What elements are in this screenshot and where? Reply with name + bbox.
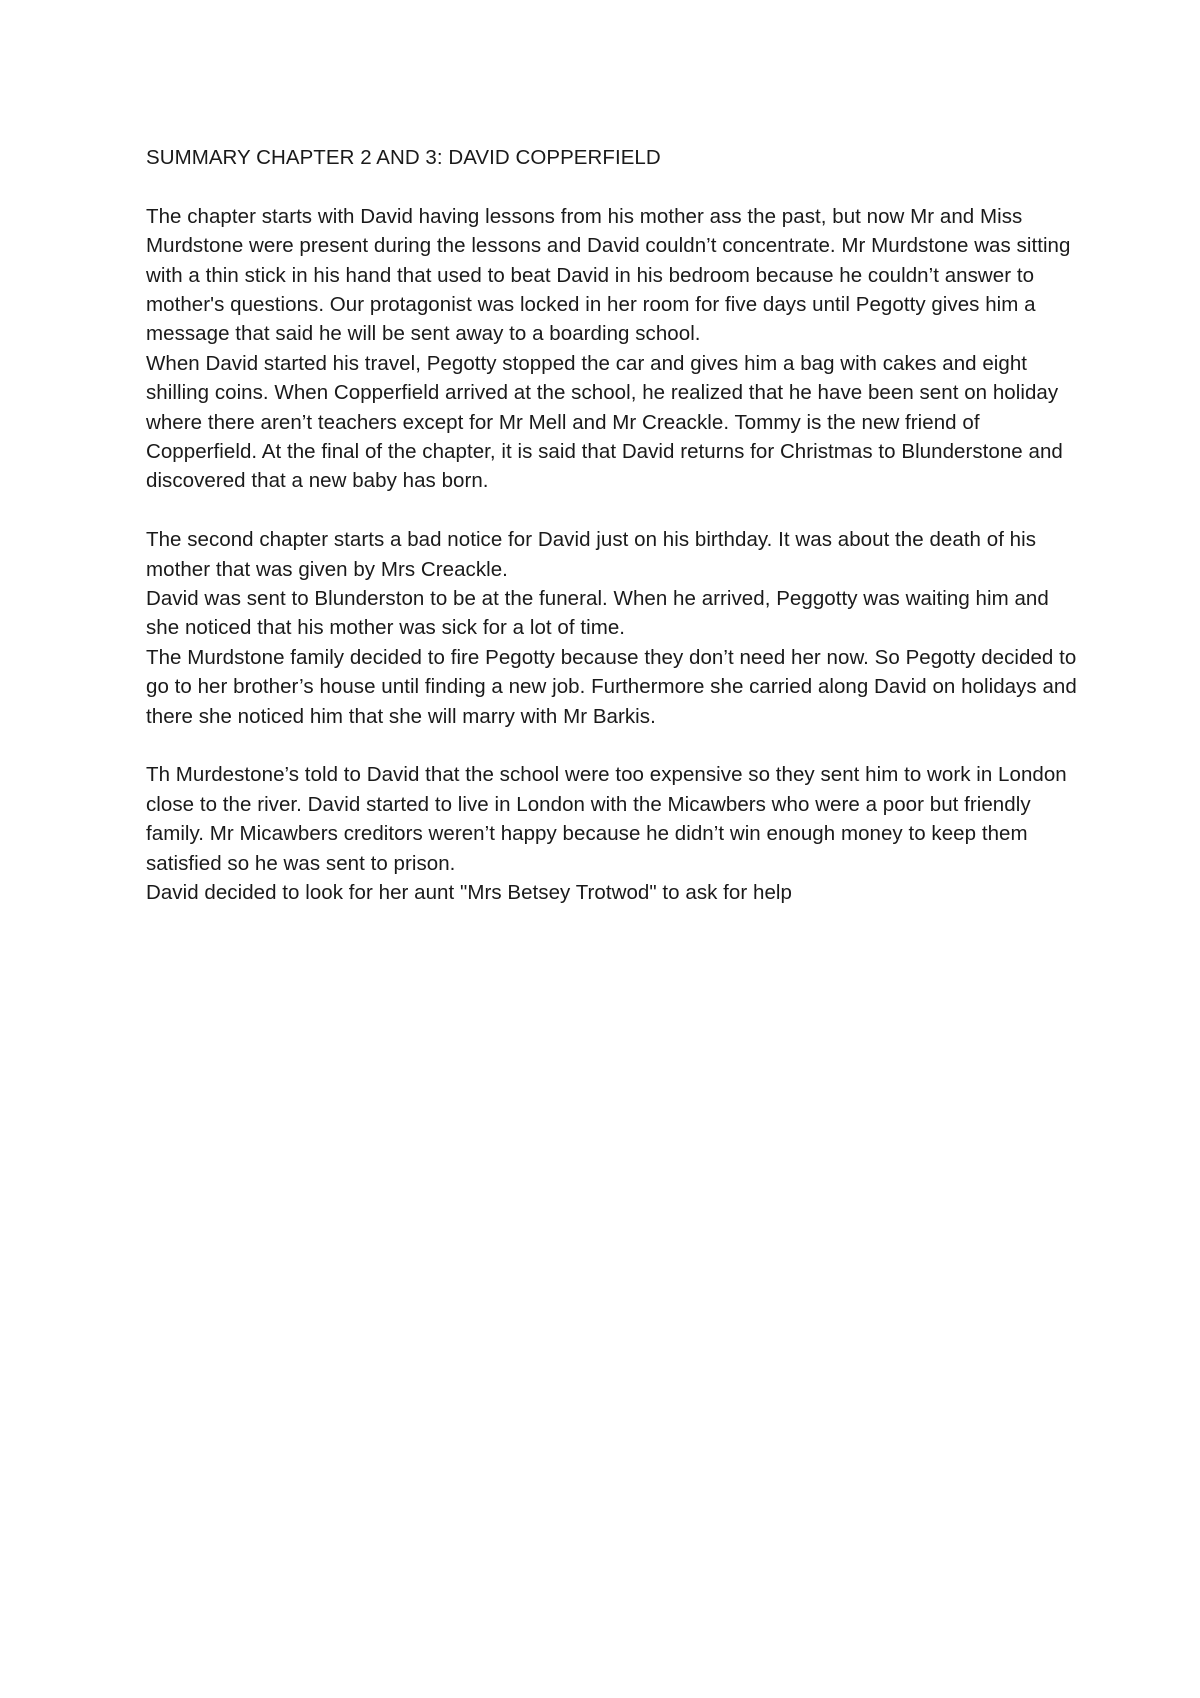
paragraph-chapter3-funeral: David was sent to Blunderston to be at the funeral. When he arrived, Peggotty was waiting him and she noticed that his mother was sick for a lot of time. bbox=[146, 587, 1049, 640]
document-title: SUMMARY CHAPTER 2 AND 3: DAVID COPPERFIELD bbox=[146, 146, 661, 169]
document-body bbox=[146, 143, 1081, 908]
paragraph-chapter3-aunt: David decided to look for her aunt "Mrs Betsey Trotwod" to ask for help bbox=[146, 881, 792, 905]
paragraph-chapter3-london: Th Murdestone’s told to David that the school were too expensive so they sent him to work in London close to the river. David started to live in London with the Micawbers who were a poor but friendly family. Mr Micawbers creditors weren’t happy because he didn’t win enough money to keep them satisfied so he was sent to prison. bbox=[146, 763, 1067, 875]
paragraph-chapter3-pegotty: The Murdstone family decided to fire Pegotty because they don’t need her now. So Pegotty decided to go to her brother’s house until finding a new job. Furthermore she carried along David on holidays and there she noticed him that she will marry with Mr Barkis. bbox=[146, 645, 1077, 728]
paragraph-chapter3-notice: The second chapter starts a bad notice for David just on his birthday. It was about the death of his mother that was given by Mrs Creackle. bbox=[146, 528, 1037, 581]
paragraph-chapter2-travel: When David started his travel, Pegotty stopped the car and gives him a bag with cakes and eight shilling coins. When Copperfield arrived at the school, he realized that he have been sent on holiday where there aren’t teachers except for Mr Mell and Mr Creackle. Tommy is the new friend of Copperfield. At the final of the chapter, it is said that David returns for Christmas to Blunderstone and discovered that a new baby has born. bbox=[146, 351, 1063, 493]
paragraph-chapter2-lessons: The chapter starts with David having lessons from his mother ass the past, but now Mr and Miss Murdstone were present during the lessons and David couldn’t concentrate. Mr Murdstone was sitting with a thin stick in his hand that used to beat David in his bedroom because he couldn’t answer to mother's questions. Our protagonist was locked in her room for five days until Pegotty gives him a message that said he will be sent away to a boarding school. bbox=[146, 204, 1071, 346]
